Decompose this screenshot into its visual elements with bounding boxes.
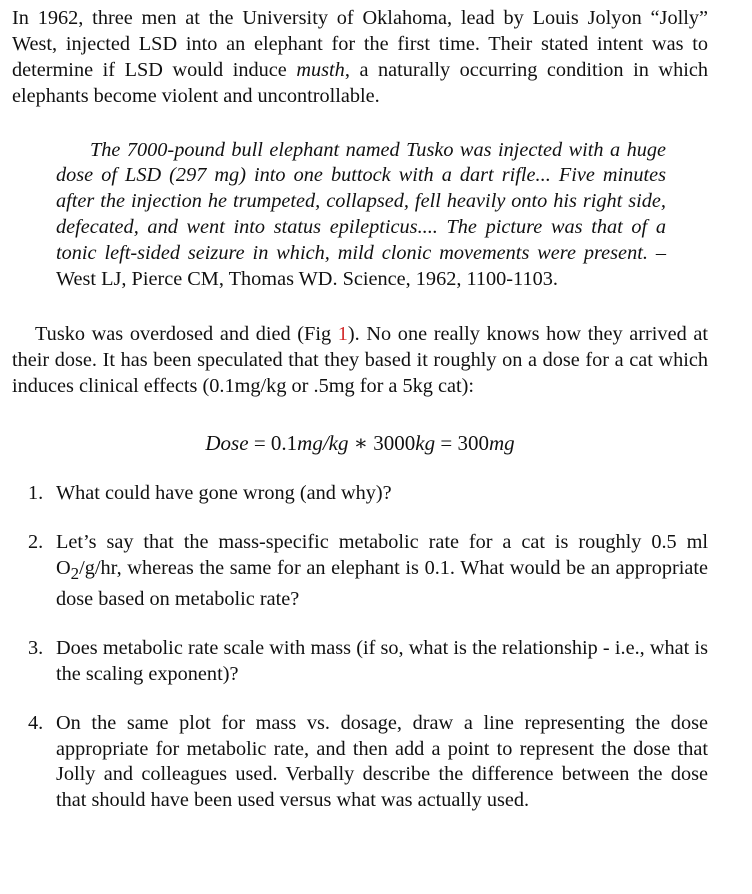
intro-term-musth: musth: [296, 58, 345, 81]
question-item: [12, 530, 708, 613]
question-text-part-b: /g/hr, whereas the same for an elephant is 0.1. What would be an appropriate dose based on metabolic rate?: [56, 556, 708, 610]
equation-equals-2: =: [435, 431, 458, 456]
equation-term1: 0.1: [270, 431, 298, 456]
equation-lhs: Dose: [205, 431, 249, 456]
question-list: [12, 481, 708, 814]
equation-unit1: mg/kg: [297, 431, 349, 456]
question-number: 3.: [28, 636, 44, 659]
question-number: 1.: [28, 482, 44, 505]
question-text: Does metabolic rate scale with mass (if so, what is the relationship - i.e., what is the scaling exponent)?: [56, 636, 708, 685]
equation-equals-1: =: [248, 431, 271, 456]
equation-term2: 3000: [373, 431, 416, 456]
equation-unit3: mg: [488, 431, 515, 456]
equation-result: 300: [457, 431, 489, 456]
equation-operator: ∗: [348, 431, 374, 456]
para2-text-part1: Tusko was overdosed and died (Fig: [35, 323, 338, 346]
question-number: 2.: [28, 531, 44, 554]
quote-citation: – West LJ, Pierce CM, Thomas WD. Science, 1962, 1100-1103.: [56, 241, 667, 290]
question-number: 4.: [28, 711, 44, 734]
second-paragraph: [12, 322, 708, 400]
question-item: [12, 481, 708, 507]
equation-unit2: kg: [415, 431, 436, 456]
question-item: [12, 711, 708, 815]
question-text-part-a: Let’s say that the mass-specific metabolic rate for a cat is roughly 0.5 ml O: [56, 531, 708, 579]
dose-equation: [12, 430, 708, 456]
question-item: [12, 636, 708, 688]
block-quote: [56, 138, 666, 293]
intro-text-part1: In 1962, three men at the University of Oklahoma, lead by Louis Jolyon “Jolly” West, injected LSD into an elephant for the first time. Their stated intent was to determine if LSD would induce: [12, 7, 708, 81]
question-text: What could have gone wrong (and why)?: [56, 482, 392, 505]
quote-text: The 7000-pound bull elephant named Tusko was injected with a huge dose of LSD (297 mg) into one buttock with a dart rifle... Five minutes after the injection he trumpeted, collapsed, fell heavily onto his right side, defecated, and went into status epilepticus.... The picture was that of a tonic left-sided seizure in which, mild clonic movements were present.: [56, 138, 666, 264]
question-text: On the same plot for mass vs. dosage, draw a line representing the dose appropriate for metabolic rate, and then add a point to represent the dose that Jolly and colleagues used. Verbally describe the difference between the dose that should have been used versus what was actually used.: [56, 711, 708, 812]
oxygen-subscript: 2: [70, 563, 80, 583]
intro-text-part2: , a naturally occurring condition in which elephants become violent and uncontrollable.: [12, 58, 708, 107]
figure-reference-link[interactable]: 1: [337, 323, 348, 346]
para2-text-part2: ). No one really knows how they arrived at their dose. It has been speculated that they based it roughly on a dose for a cat which induces clinical effects (0.1mg/kg or .5mg for a 5kg cat):: [12, 323, 708, 398]
intro-paragraph: [12, 6, 708, 110]
